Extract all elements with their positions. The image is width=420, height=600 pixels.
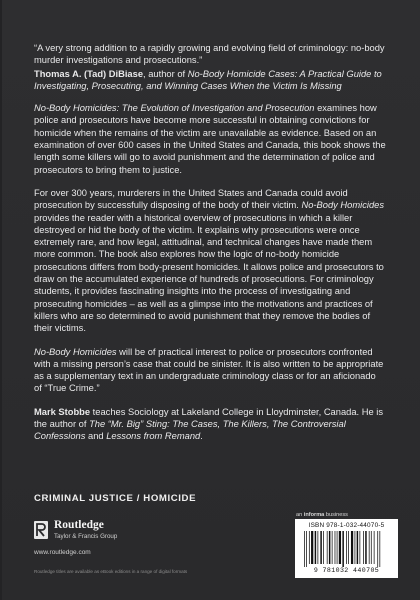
barcode-bar	[346, 531, 347, 564]
description-3-text: will be of practical interest to police or prosecutors confronted with a missing person’s case that could be sinister. It is also written to be appropriate as a supplementary text in an undergraduate criminology class or for an aficionado of “True Crime.”	[34, 346, 384, 394]
barcode-bar	[306, 531, 307, 567]
author-bio-and: and	[85, 431, 107, 442]
publisher-logo	[34, 521, 117, 541]
description-paragraph-3	[34, 346, 386, 395]
barcode-bar	[355, 531, 356, 564]
author-book-2: Lessons from Remand	[106, 431, 201, 442]
attrib-prefix: , author of	[143, 68, 188, 79]
informa-suffix: business	[324, 512, 348, 518]
informa-brand: informa	[303, 512, 325, 518]
barcode-bar	[309, 531, 310, 564]
barcode-bar	[371, 531, 372, 564]
publisher-name-block	[54, 521, 117, 541]
publisher-group: Taylor & Francis Group	[54, 533, 118, 540]
ebook-disclaimer: Routledge titles are available as eBook editions in a range of digital formats	[34, 569, 188, 574]
barcode-bars-icon	[304, 531, 389, 567]
description-1-text: examines how police and prosecutors have become more successful in obtaining convictions for homicide when the remains of the victim are unavailable as evidence. Based on an examination of over 600 cases in the United States and Canada, this book shows the length some killers will go to avoid punishment and the determination of police and prosecutors to bring them to justice.	[34, 103, 386, 175]
description-3-title: No-Body Homicides	[34, 346, 117, 357]
reviewer-book: No-Body Homicide Cases: A Practical Guide to Investigating, Prosecuting, and Winning Cases When the Victim Is Missing	[34, 68, 382, 91]
subject-category: CRIMINAL JUSTICE / HOMICIDE	[34, 493, 197, 504]
barcode-bar	[379, 531, 380, 567]
informa-prefix: an	[296, 512, 304, 518]
barcode-bar	[363, 531, 364, 564]
barcode-bar	[377, 531, 378, 567]
review-quote: “A very strong addition to a rapidly growing and evolving field of criminology: no-body murder investigations and prosecutions.”	[34, 43, 385, 66]
barcode-bar	[332, 531, 333, 564]
author-book-1: The “Mr. Big” Sting: The Cases, The Killers, The Controversial Confessions	[34, 419, 346, 442]
barcode-bar	[335, 531, 336, 564]
review-attribution	[34, 68, 386, 93]
author-bio	[34, 406, 386, 443]
description-2-title: No-Body Homicides	[301, 200, 385, 211]
description-paragraph-2	[34, 187, 386, 335]
informa-business-tag	[296, 512, 348, 518]
barcode-bar	[339, 531, 341, 564]
barcode-bar	[369, 531, 370, 564]
barcode-bar	[320, 531, 322, 564]
barcode-bar	[318, 531, 319, 564]
barcode-bar	[374, 531, 375, 564]
cover-edge	[0, 0, 2, 600]
barcode-bar	[315, 531, 317, 564]
reviewer-name: Thomas A. (Tad) DiBiase	[34, 68, 144, 79]
barcode-bar	[357, 531, 359, 564]
author-bio-end: .	[200, 431, 203, 442]
barcode-bar	[365, 531, 367, 564]
description-2b-text: provides the reader with a historical overview of prosecutions in which a killer destroyed or hid the body of the victim. It explains why prosecutions were once extremely rare, and how legal, attitudinal, and technical changes have made them more common. The book also explores how the logic of no-body homicide prosecutions differs from body-present homicides. It allows police and prosecutors to draw on the accumulated experience of hundreds of prosecutions. For criminology students, it provides fascinating insights into the process of investigating and prosecuting homicides – as well as a glimpse into the motivations and practices of killers who are so determined to avoid punishment that they remove the bodies of their victims.	[34, 212, 384, 334]
barcode-bar	[311, 531, 313, 564]
book-title: No-Body Homicides: The Evolution of Investigation and Prosecution	[34, 103, 315, 114]
description-2a-text: For over 300 years, murderers in the United States and Canada could avoid prosecution by successfully disposing of the body of their victim.	[34, 187, 348, 211]
barcode-bar	[360, 531, 361, 564]
barcode-digits: 9 781032 440705	[313, 567, 380, 574]
publisher-name: Routledge	[54, 519, 104, 531]
description-paragraph-1	[34, 102, 386, 176]
isbn-number: ISBN 978-1-032-44070-5	[308, 522, 385, 529]
barcode-bar	[337, 531, 338, 564]
barcode-bar	[304, 531, 305, 567]
back-cover-blurb	[34, 42, 386, 454]
publisher-website[interactable]: www.routledge.com	[34, 549, 91, 556]
routledge-logo-icon	[34, 521, 48, 539]
author-bio-text: teaches Sociology at Lakeland College in Lloydminster, Canada. He is the author of	[34, 406, 384, 430]
barcode-bar	[329, 531, 331, 564]
isbn-barcode	[295, 519, 398, 578]
barcode-bar	[348, 531, 349, 564]
barcode-bar	[323, 531, 324, 564]
barcode-bar	[342, 531, 344, 567]
author-name: Mark Stobbe	[34, 406, 91, 417]
barcode-bar	[327, 531, 328, 564]
barcode-bar	[351, 531, 353, 564]
